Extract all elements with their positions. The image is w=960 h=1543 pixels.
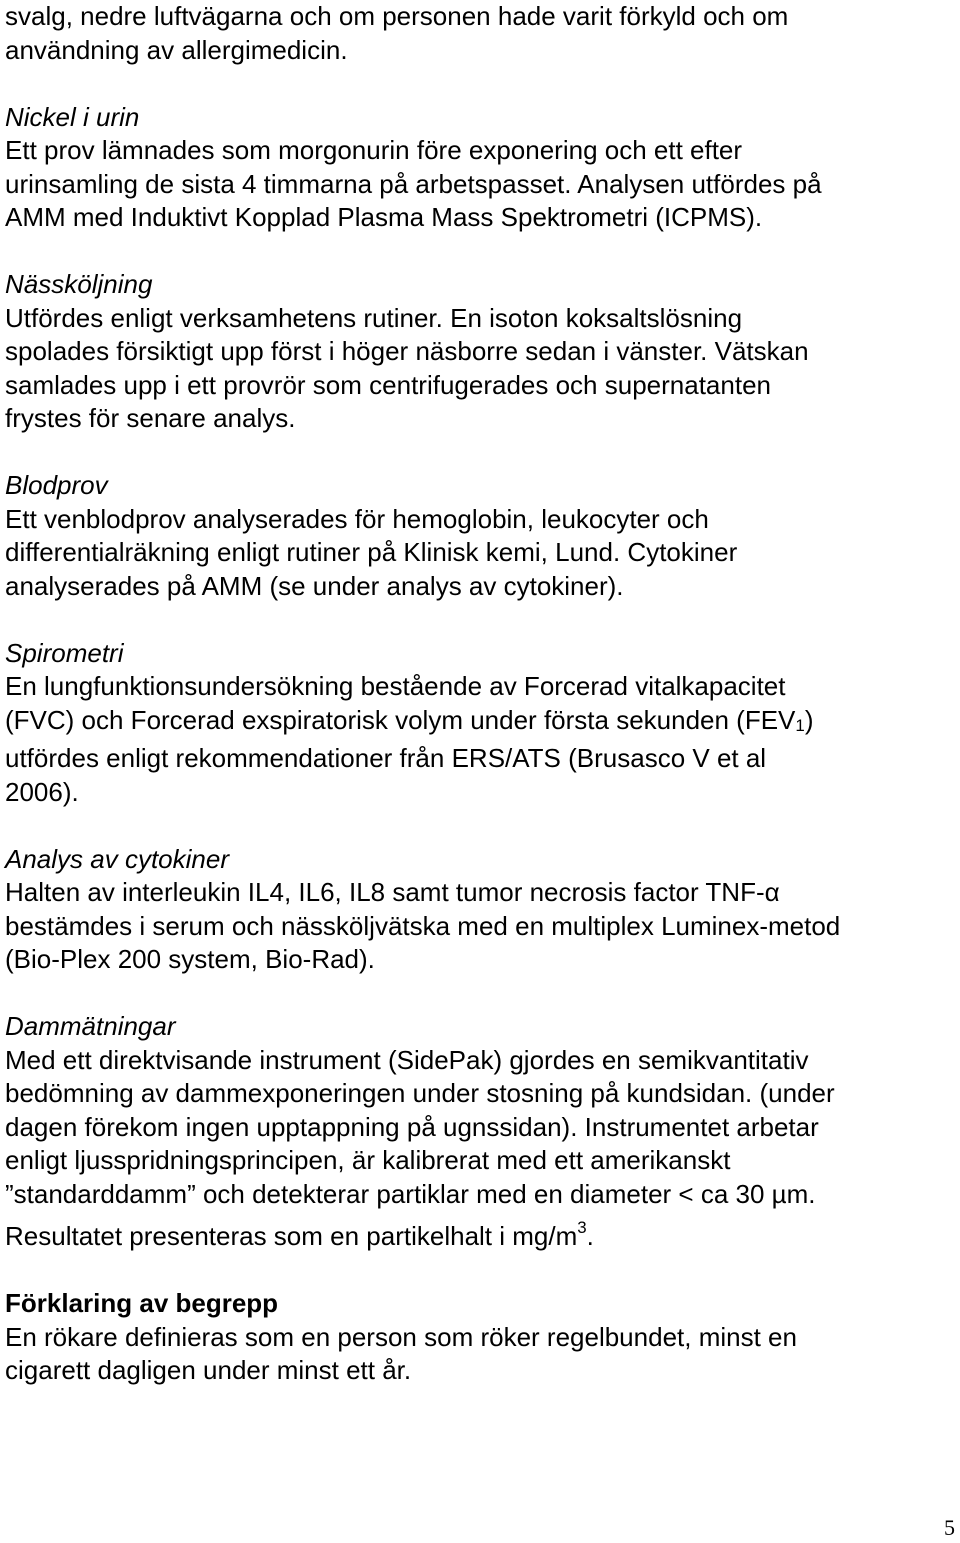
body-text-line: 2006). [5, 776, 79, 807]
body-text-line: frystes för senare analys. [5, 403, 296, 433]
body-text-line: cigarett dagligen under minst ett år. [5, 1355, 412, 1385]
page-number: 5 [944, 1515, 955, 1540]
body-text-line: svalg, nedre luftvägarna och om personen hade varit förkyld och om [5, 1, 789, 31]
spirometry-section [5, 637, 955, 810]
section-heading: Dammätningar [5, 1011, 176, 1041]
body-text-line: En lungfunktionsundersökning bestående av Forcerad vitalkapacitet [5, 671, 786, 701]
body-text-line: bestämdes i serum och nässköljvätska med en multiplex Luminex-metod [5, 910, 841, 941]
body-text-segment: Resultatet presenteras som en partikelhalt i mg/m [5, 1221, 578, 1251]
body-text-line: användning av allergimedicin. [5, 34, 348, 65]
body-text-line [5, 704, 955, 743]
section-heading-bold: Förklaring av begrepp [5, 1288, 279, 1318]
body-text-line: analyserades på AMM (se under analys av cytokiner). [5, 570, 624, 601]
section-heading: Spirometri [5, 637, 124, 668]
body-text-line: Med ett direktvisande instrument (SidePak) gjordes en semikvantitativ [5, 1044, 809, 1075]
body-text-line: Halten av interleukin IL4, IL6, IL8 samt tumor necrosis factor TNF-α [5, 877, 780, 907]
section-heading: Nässköljning [5, 269, 153, 299]
body-text-line: urinsamling de sista 4 timmarna på arbetspasset. Analysen utfördes på [5, 168, 822, 199]
superscript-text: 3 [577, 1218, 587, 1237]
body-text-line: Ett venblodprov analyserades för hemoglobin, leukocyter och [5, 503, 709, 534]
body-text-line: utfördes enligt rekommendationer från ERS/ATS (Brusasco V et al [5, 743, 767, 773]
section-heading: Blodprov [5, 470, 108, 500]
body-text-line: Ett prov lämnades som morgonurin före exponering och ett efter [5, 135, 743, 165]
intro-paragraph [5, 0, 955, 67]
body-text-line: dagen förekom ingen upptappning på ugnssidan). Instrumentet arbetar [5, 1111, 819, 1142]
dust-measurement-section [5, 1010, 955, 1254]
body-text-line: (Bio-Plex 200 system, Bio-Rad). [5, 944, 375, 974]
section-heading: Nickel i urin [5, 101, 140, 132]
body-text-segment: ) [804, 704, 814, 735]
body-text-line: spolades försiktigt upp först i höger näsborre sedan i vänster. Vätskan [5, 336, 809, 366]
definitions-section [5, 1287, 955, 1388]
section-heading: Analys av cytokiner [5, 843, 229, 874]
document-page [5, 0, 955, 1421]
body-text-line: AMM med Induktivt Kopplad Plasma Mass Spektrometri (ICPMS). [5, 202, 763, 232]
body-text-segment: . [586, 1221, 594, 1251]
body-text-line [5, 1211, 955, 1254]
cytokine-analysis-section [5, 843, 955, 977]
subscript-text: 1 [795, 715, 805, 735]
body-text-line: bedömning av dammexponeringen under stosning på kundsidan. (under [5, 1078, 835, 1108]
blood-sample-section [5, 469, 955, 603]
nasal-lavage-section [5, 268, 955, 436]
body-text-line: Utfördes enligt verksamhetens rutiner. En isoton koksaltslösning [5, 302, 743, 333]
body-text-segment: (FVC) och Forcerad exspiratorisk volym under första sekunden (FEV [5, 704, 796, 735]
body-text-line: samlades upp i ett provrör som centrifugerades och supernatanten [5, 369, 771, 400]
body-text-line: enligt ljusspridningsprincipen, är kalibrerat med ett amerikanskt [5, 1145, 731, 1175]
body-text-line: ”standarddamm” och detekterar partiklar med en diameter < ca 30 µm. [5, 1178, 816, 1209]
body-text-line: differentialräkning enligt rutiner på Klinisk kemi, Lund. Cytokiner [5, 537, 738, 567]
nickel-section [5, 101, 955, 235]
body-text-line: En rökare definieras som en person som röker regelbundet, minst en [5, 1321, 797, 1352]
